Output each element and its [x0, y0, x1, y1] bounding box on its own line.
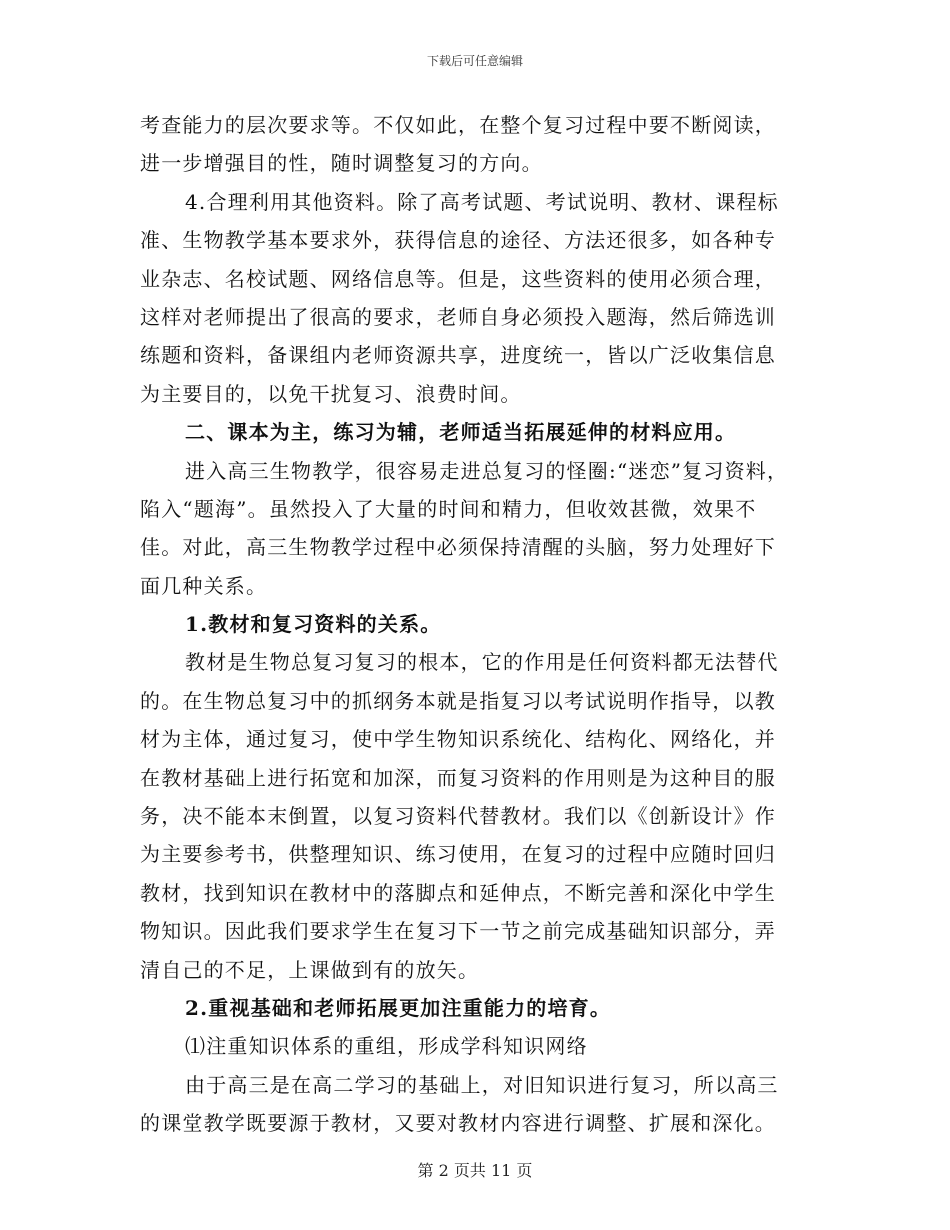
- text-line: 陷入“题海”。虽然投入了大量的时间和精力，但收效甚微，效果不: [140, 496, 757, 521]
- text-line: 物知识。因此我们要求学生在复习下一节之前完成基础知识部分，弄: [140, 919, 776, 944]
- text-line: 在教材基础上进行拓宽和加深，而复习资料的作用则是为这种目的服: [140, 765, 776, 790]
- text-line: 4.合理利用其他资料。除了高考试题、考试说明、教材、课程标: [185, 189, 779, 214]
- section-heading: 二、课本为主，练习为辅，老师适当拓展延伸的材料应用。: [185, 420, 737, 445]
- text-line: 佳。对此，高三生物教学过程中必须保持清醒的头脑，努力处理好下: [140, 535, 776, 560]
- text-line: 面几种关系。: [140, 573, 268, 598]
- text-line: 业杂志、名校试题、网络信息等。但是，这些资料的使用必须合理，: [140, 266, 776, 291]
- text-line: 考查能力的层次要求等。不仅如此，在整个复习过程中要不断阅读，: [140, 113, 776, 137]
- page-header: 下载后可任意编辑: [426, 54, 523, 68]
- text-line: ⑴注重知识体系的重组，形成学科知识网络: [185, 1034, 588, 1059]
- text-line: 的课堂教学既要源于教材，又要对教材内容进行调整、扩展和深化。: [140, 1111, 776, 1136]
- text-line: 的。在生物总复习中的抓纲务本就是指复习以考试说明作指导，以教: [140, 688, 776, 713]
- text-line: 进一步增强目的性，随时调整复习的方向。: [140, 151, 543, 176]
- text-line: 准、生物教学基本要求外，获得信息的途径、方法还很多，如各种专: [140, 228, 776, 253]
- section-heading: 2.重视基础和老师拓展更加注重能力的培育。: [185, 995, 612, 1020]
- page-footer: 第 2 页共 11 页: [417, 1161, 533, 1180]
- section-heading: 1.教材和复习资料的关系。: [185, 612, 442, 637]
- text-line: 练题和资料，备课组内老师资源共享，进度统一，皆以广泛收集信息: [140, 343, 776, 368]
- text-line: 材为主体，通过复习，使中学生物知识系统化、结构化、网络化，并: [140, 727, 776, 752]
- document-body: [140, 106, 820, 1143]
- text-line: 这样对老师提出了很高的要求，老师自身必须投入题海，然后筛选训: [140, 304, 776, 329]
- text-line: 清自己的不足，上课做到有的放矢。: [140, 957, 480, 982]
- text-line: 教材，找到知识在教材中的落脚点和延伸点，不断完善和深化中学生: [140, 880, 776, 905]
- text-line: 为主要参考书，供整理知识、练习使用，在复习的过程中应随时回归: [140, 842, 776, 867]
- text-line: 由于高三是在高二学习的基础上，对旧知识进行复习，所以高三: [185, 1072, 779, 1097]
- text-line: 教材是生物总复习复习的根本，它的作用是任何资料都无法替代: [185, 650, 779, 675]
- text-line: 为主要目的，以免干扰复习、浪费时间。: [140, 381, 522, 406]
- text-line: 务，决不能本末倒置，以复习资料代替教材。我们以《创新设计》作: [140, 804, 776, 829]
- text-line: 进入高三生物教学，很容易走进总复习的怪圈:“迷恋”复习资料，: [185, 458, 789, 483]
